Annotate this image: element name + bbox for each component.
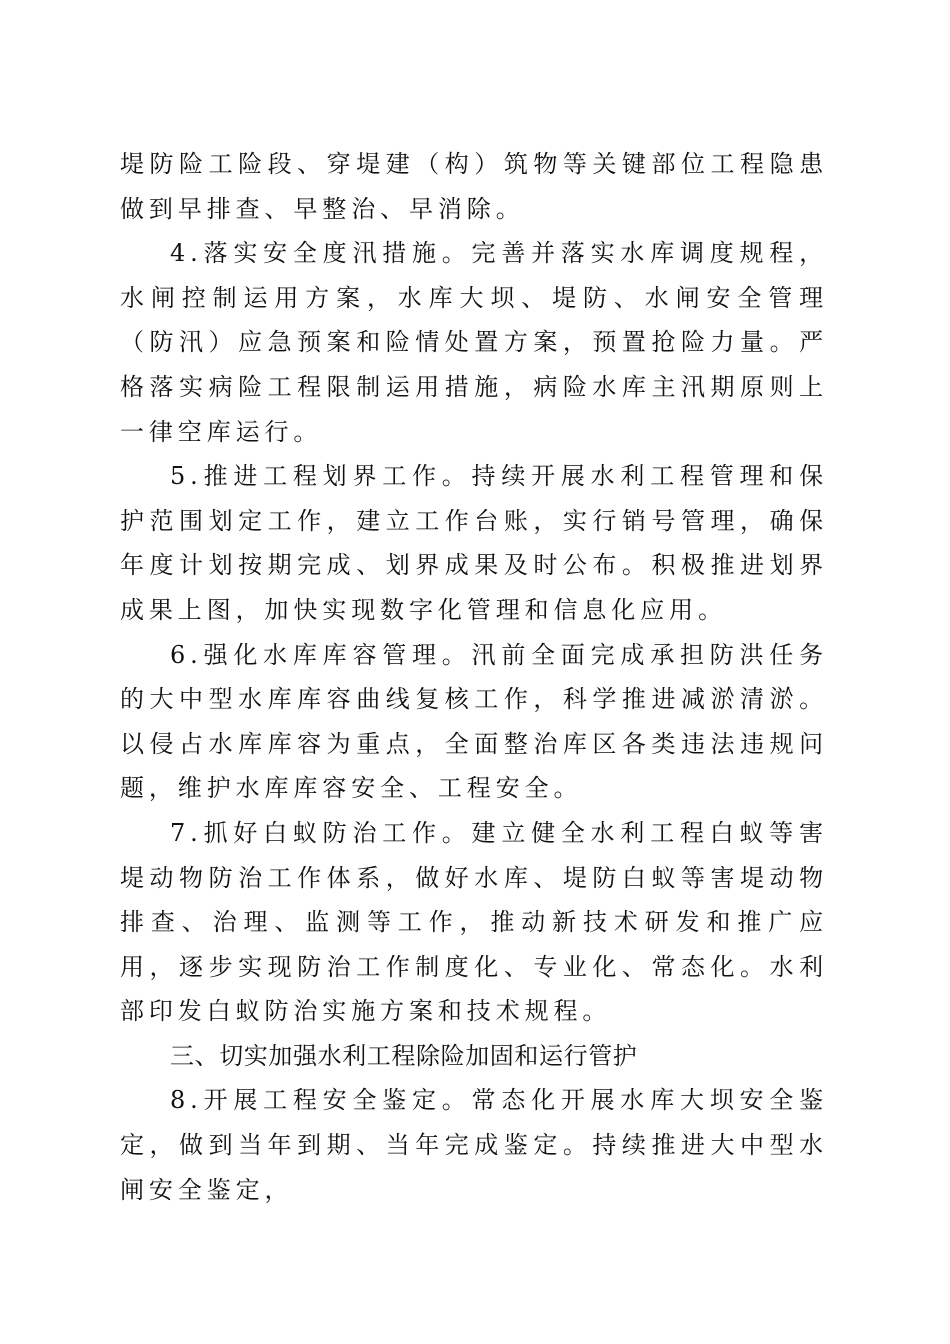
paragraph-continuation: 堤防险工险段、穿堤建（构）筑物等关键部位工程隐患做到早排查、早整治、早消除。 [120, 150, 828, 223]
paragraph-item-4: 4.落实安全度汛措施。完善并落实水库调度规程，水闸控制运用方案，水库大坝、堤防、水闸安全管理（防汛）应急预案和险情处置方案，预置抢险力量。严格落实病险工程限制运用措施，病险水库主汛期原则上一律空库运行。 [120, 239, 828, 446]
document-body [120, 142, 828, 1212]
paragraph-item-5: 5.推进工程划界工作。持续开展水利工程管理和保护范围划定工作，建立工作台账，实行销号管理，确保年度计划按期完成、划界成果及时公布。积极推进划界成果上图，加快实现数字化管理和信息化应用。 [120, 462, 828, 624]
section-heading: 三、切实加强水利工程除险加固和运行管护 [170, 1041, 638, 1070]
paragraph-item-6: 6.强化水库库容管理。汛前全面完成承担防洪任务的大中型水库库容曲线复核工作，科学推进减淤清淤。以侵占水库库容为重点，全面整治库区各类违法违规问题，维护水库库容安全、工程安全。 [120, 640, 828, 803]
paragraph-item-8: 8.开展工程安全鉴定。常态化开展水库大坝安全鉴定，做到当年到期、当年完成鉴定。持续推进大中型水闸安全鉴定， [120, 1086, 828, 1204]
paragraph-item-7: 7.抓好白蚁防治工作。建立健全水利工程白蚁等害堤动物防治工作体系，做好水库、堤防白蚁等害堤动物排查、治理、监测等工作，推动新技术研发和推广应用，逐步实现防治工作制度化、专业化、常态化。水利部印发白蚁防治实施方案和技术规程。 [120, 818, 828, 1026]
